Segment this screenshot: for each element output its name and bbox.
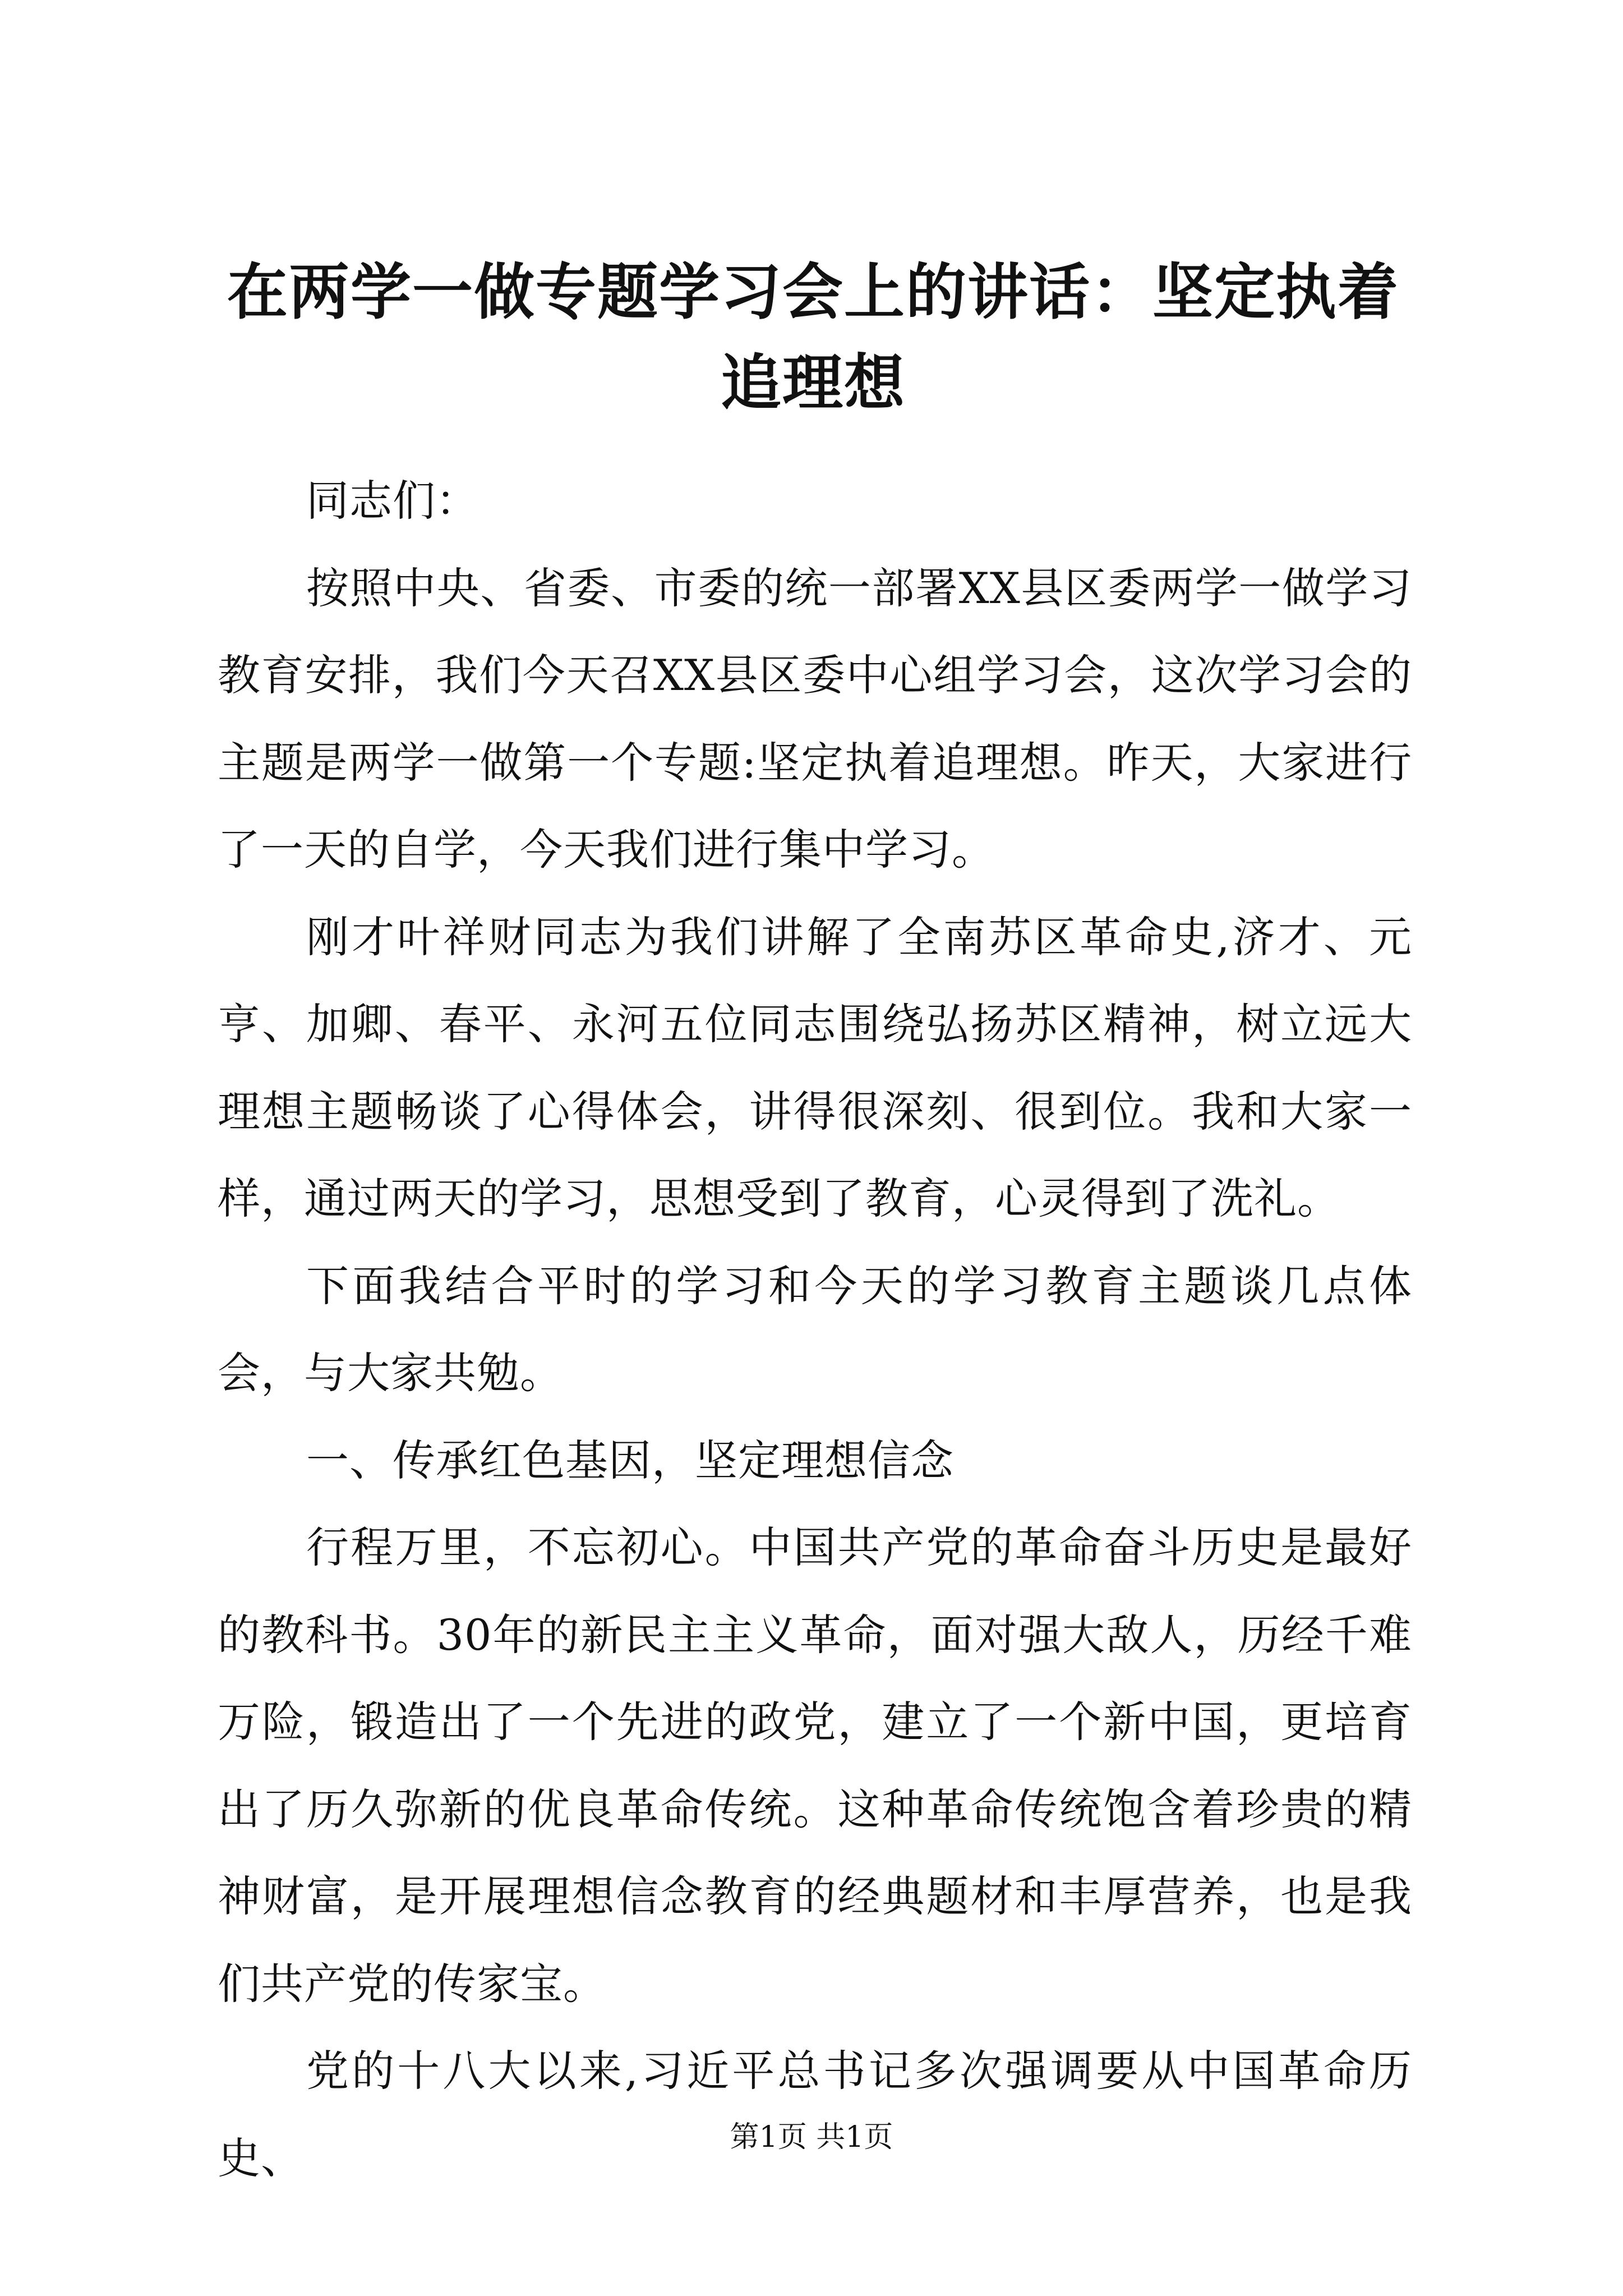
section-heading: 一、传承红色基因，坚定理想信念 xyxy=(306,1435,954,1485)
body-paragraph: 按照中央、省委、市委的统一部署XX县区委两学一做学习教育安排，我们今天召XX县区委中心组学习会，这次学习会的主题是两学一做第一个专题:坚定执着追理想。昨天，大家进行了一天的自学，今天我们进行集中学习。 xyxy=(218,563,1412,875)
body-paragraph: 下面我结合平时的学习和今天的学习教育主题谈几点体会，与大家共勉。 xyxy=(218,1260,1412,1398)
page-number-footer: 第1页 共1页 xyxy=(730,2120,893,2154)
body-paragraph: 刚才叶祥财同志为我们讲解了全南苏区革命史,济才、元亨、加卿、春平、永河五位同志围绕弘扬苏区精神，树立远大理想主题畅谈了心得体会，讲得很深刻、很到位。我和大家一样，通过两天的学习，思想受到了教育，心灵得到了洗礼。 xyxy=(218,912,1412,1223)
document-body xyxy=(218,457,1412,2202)
document-title: 在两学一做专题学习会上的讲话：坚定执着追理想 xyxy=(227,257,1399,418)
salutation-paragraph: 同志们： xyxy=(306,476,479,526)
body-paragraph: 行程万里，不忘初心。中国共产党的革命奋斗历史是最好的教科书。30年的新民主主义革命，面对强大敌人，历经千难万险，锻造出了一个先进的政党，建立了一个新中国，更培育出了历久弥新的优良革命传统。这种革命传统饱含着珍贵的精神财富，是开展理想信念教育的经典题材和丰厚营养，也是我们共产党的传家宝。 xyxy=(218,1522,1412,2009)
body-paragraph: 党的十八大以来,习近平总书记多次强调要从中国革命历史、 xyxy=(218,2046,1412,2183)
